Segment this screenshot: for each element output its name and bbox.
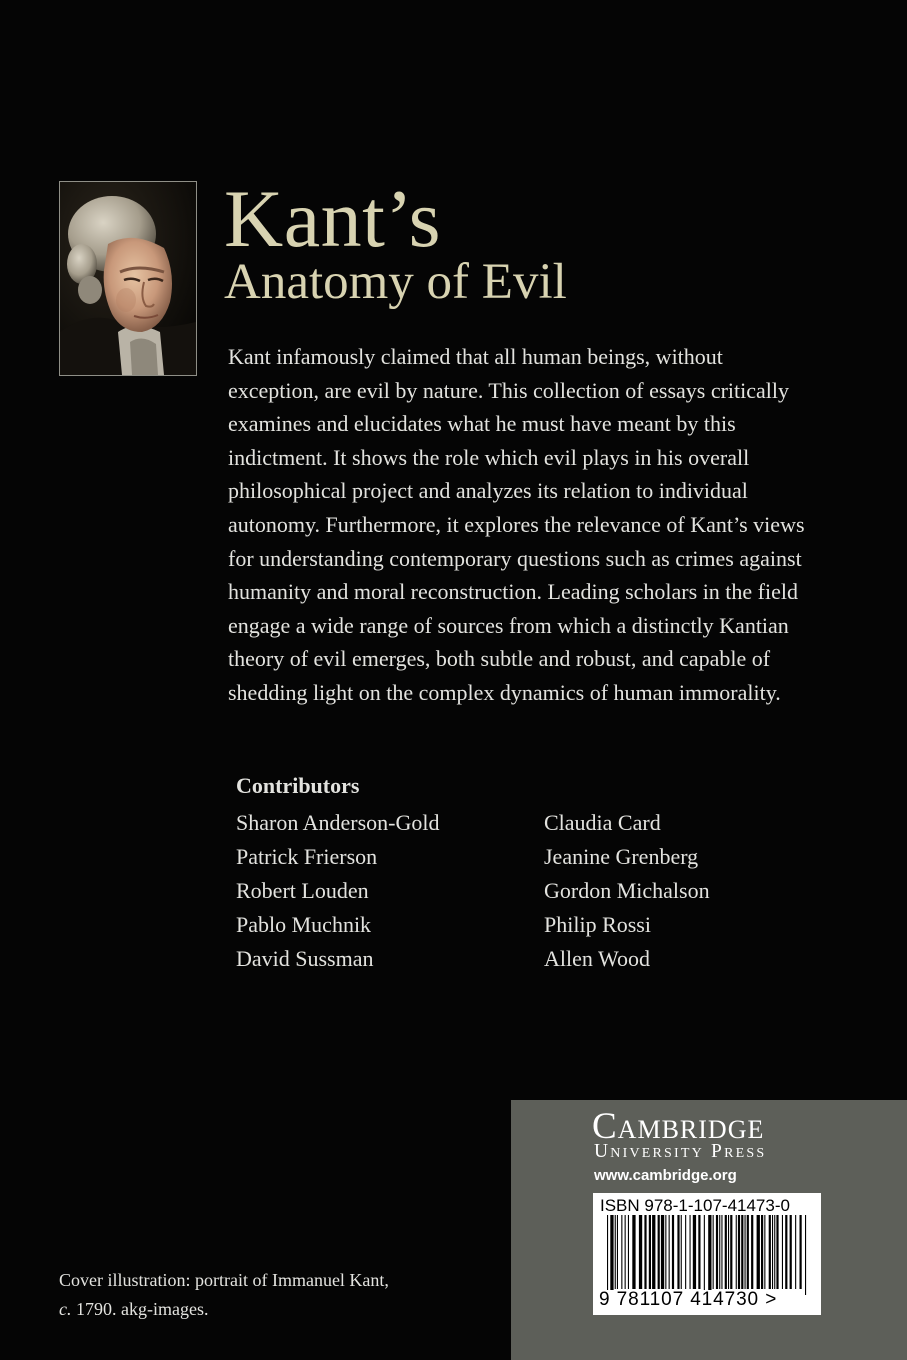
contributor-name: Gordon Michalson bbox=[544, 878, 710, 903]
contributor-name: Claudia Card bbox=[544, 810, 661, 835]
publisher-press bbox=[594, 1142, 766, 1162]
barcode-bar bbox=[785, 1215, 787, 1289]
publisher-name-text: Cambridge bbox=[592, 1106, 765, 1147]
barcode-bar bbox=[719, 1215, 720, 1289]
barcode-bar bbox=[669, 1215, 670, 1289]
barcode-bar bbox=[747, 1215, 749, 1289]
barcode-bar bbox=[681, 1215, 682, 1289]
description-line: autonomy. Furthermore, it explores the relevance of Kant’s views bbox=[228, 511, 805, 537]
contributor-name: Allen Wood bbox=[544, 946, 650, 971]
contributor-name: Pablo Muchnik bbox=[236, 912, 372, 937]
description-line: engage a wide range of sources from which a distinctly Kantian bbox=[228, 612, 789, 638]
barcode-bar bbox=[652, 1215, 655, 1289]
barcode-bar bbox=[607, 1215, 608, 1295]
barcode-bar bbox=[716, 1215, 718, 1289]
book-title: Kant’s bbox=[224, 173, 442, 264]
barcode-bar bbox=[764, 1215, 765, 1289]
publisher-url: www.cambridge.org bbox=[594, 1167, 737, 1184]
barcode-bar bbox=[769, 1215, 771, 1289]
barcode-bar bbox=[805, 1215, 806, 1295]
barcode-bars-icon bbox=[593, 1215, 821, 1297]
barcode-bar bbox=[649, 1215, 651, 1289]
barcode-digits: 9 781107 414730 > bbox=[599, 1289, 778, 1310]
barcode-bar bbox=[658, 1215, 660, 1289]
barcode-bar bbox=[617, 1215, 618, 1289]
barcode-bar bbox=[644, 1215, 646, 1289]
barcode-bar bbox=[741, 1215, 743, 1289]
portrait-of-immanuel-kant-icon bbox=[60, 182, 196, 375]
description-line: examines and elucidates what he must have meant by this bbox=[228, 411, 736, 437]
barcode-bar bbox=[685, 1215, 686, 1289]
barcode-bar bbox=[661, 1215, 664, 1289]
description-line: philosophical project and analyzes its relation to individual bbox=[228, 478, 748, 504]
cover-illustration-credit bbox=[59, 1266, 389, 1324]
barcode-bar bbox=[628, 1215, 629, 1289]
barcode-bar bbox=[698, 1215, 700, 1289]
book-subtitle: Anatomy of Evil bbox=[224, 254, 567, 310]
author-portrait bbox=[59, 181, 197, 376]
barcode-bar bbox=[757, 1215, 760, 1289]
barcode-bar bbox=[795, 1215, 796, 1289]
publisher-press-text: University Press bbox=[594, 1141, 767, 1162]
barcode-bar bbox=[704, 1215, 705, 1295]
contributor-name: Jeanine Grenberg bbox=[544, 844, 699, 869]
description-line: shedding light on the complex dynamics of human immorality. bbox=[228, 679, 781, 705]
barcode-bar bbox=[632, 1215, 635, 1289]
barcode-bar bbox=[772, 1215, 773, 1289]
contributors-heading: Contributors bbox=[236, 773, 360, 798]
barcode-bar bbox=[761, 1215, 763, 1289]
barcode-bar bbox=[774, 1215, 775, 1289]
contributor-name: Patrick Frierson bbox=[236, 844, 378, 869]
barcode-bar bbox=[790, 1215, 792, 1289]
book-description bbox=[228, 340, 848, 710]
isbn-barcode bbox=[593, 1193, 821, 1315]
barcode-bar bbox=[639, 1215, 642, 1289]
barcode-bar bbox=[672, 1215, 674, 1289]
barcode-bar bbox=[625, 1215, 626, 1289]
barcode-bar bbox=[782, 1215, 783, 1289]
contributors-list-left bbox=[236, 806, 439, 976]
barcode-bar bbox=[751, 1215, 753, 1289]
publisher-name bbox=[592, 1108, 764, 1145]
description-line: exception, are evil by nature. This collection of essays critically bbox=[228, 377, 790, 403]
barcode-bar bbox=[621, 1215, 622, 1289]
barcode-bar bbox=[728, 1215, 729, 1289]
credit-line-2 bbox=[59, 1295, 389, 1324]
barcode-bar bbox=[745, 1215, 746, 1289]
barcode-bar bbox=[665, 1215, 666, 1289]
barcode-bar bbox=[713, 1215, 714, 1289]
barcode-bar bbox=[677, 1215, 679, 1289]
barcode-bar bbox=[693, 1215, 696, 1289]
description-line: Kant infamously claimed that all human beings, without bbox=[228, 344, 723, 369]
barcode-bar bbox=[800, 1215, 802, 1289]
contributor-name: Robert Louden bbox=[236, 878, 369, 903]
description-line: for understanding contemporary questions such as crimes against bbox=[228, 545, 802, 571]
barcode-bar bbox=[690, 1215, 691, 1289]
credit-line-1: Cover illustration: portrait of Immanuel Kant, bbox=[59, 1270, 389, 1290]
barcode-bar bbox=[776, 1215, 778, 1289]
description-line: theory of evil emerges, both subtle and robust, and capable of bbox=[228, 646, 771, 672]
isbn-label: ISBN 978-1-107-41473-0 bbox=[600, 1196, 790, 1215]
credit-date-source: 1790. akg-images. bbox=[71, 1299, 209, 1319]
barcode-bar bbox=[736, 1215, 737, 1289]
barcode-bar bbox=[738, 1215, 740, 1289]
barcode-bar bbox=[610, 1215, 613, 1295]
circa-abbreviation: c. bbox=[59, 1299, 72, 1319]
contributor-name: Philip Rossi bbox=[544, 912, 651, 937]
barcode-bar bbox=[721, 1215, 722, 1289]
contributor-name: Sharon Anderson-Gold bbox=[236, 810, 440, 835]
contributors-list-right bbox=[544, 806, 710, 976]
description-line: indictment. It shows the role which evil plays in his overall bbox=[228, 444, 750, 470]
contributor-name: David Sussman bbox=[236, 946, 374, 971]
barcode-bar bbox=[708, 1215, 711, 1295]
barcode-bar bbox=[615, 1215, 616, 1289]
barcode-bar bbox=[730, 1215, 732, 1289]
barcode-bar bbox=[725, 1215, 727, 1289]
description-line: humanity and moral reconstruction. Leading scholars in the field bbox=[228, 579, 799, 605]
publisher-panel bbox=[511, 1100, 907, 1360]
